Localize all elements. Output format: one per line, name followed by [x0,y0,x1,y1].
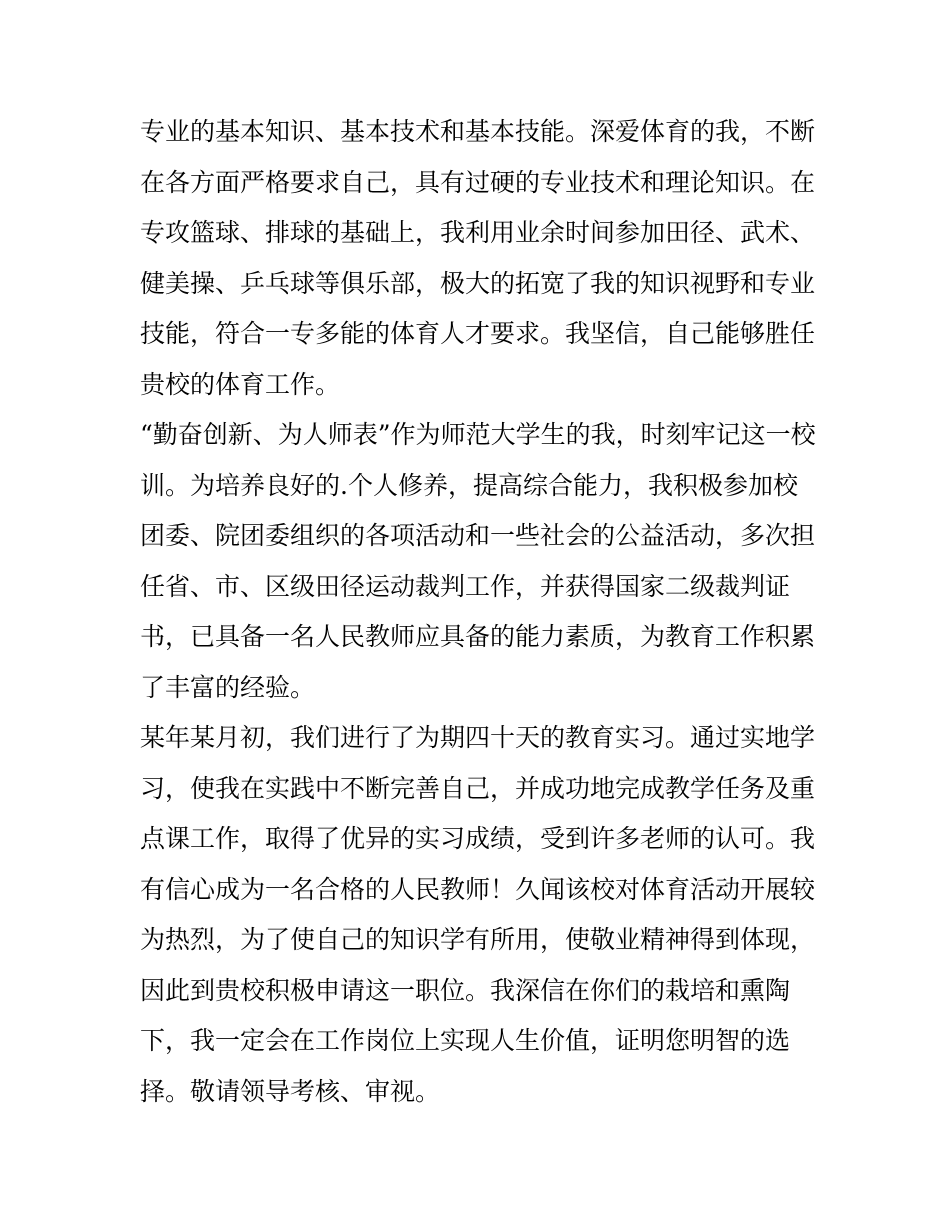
text-line: 下，我一定会在工作岗位上实现人生价值，证明您明智的选 [140,1026,791,1055]
text-line: 某年某月初，我们进行了为期四十天的教育实习。通过实地学 [140,723,816,752]
text-line: 有信心成为一名合格的人民教师！久闻该校对体育活动开展较 [140,874,816,904]
document-body [140,107,820,1117]
text-line: 任省、市、区级田径运动裁判工作，并获得国家二级裁判证 [140,571,791,601]
text-line: 团委、院团委组织的各项活动和一些社会的公益活动，多次担 [140,521,816,550]
text-line: 在各方面严格要求自己，具有过硬的专业技术和理论知识。在 [140,167,816,197]
text-line: 点课工作，取得了优异的实习成绩，受到许多老师的认可。我 [140,824,816,853]
text-line: 专业的基本知识、基本技术和基本技能。深爱体育的我，不断 [140,117,816,146]
text-line: 技能，符合一专多能的体育人才要求。我坚信，自己能够胜任 [140,319,816,348]
text-line: 贵校的体育工作。 [140,369,341,399]
paragraph-internship [140,713,820,1117]
text-line: 习，使我在实践中不断完善自己，并成功地完成教学任务及重 [140,773,816,803]
text-line: 择。敬请领导考核、审视。 [140,1076,441,1106]
text-line: “勤奋创新、为人师表”作为师范大学生的我，时刻牢记这一校 [140,420,816,449]
text-line: 书，已具备一名人民教师应具备的能力素质，为教育工作积累 [140,622,816,651]
text-line: 专攻篮球、排球的基础上，我利用业余时间参加田径、武术、 [140,218,816,247]
text-line: 了丰富的经验。 [140,672,316,702]
text-line: 训。为培养良好的.个人修养，提高综合能力，我积极参加校 [140,470,798,500]
text-line: 因此到贵校积极申请这一职位。我深信在你们的栽培和熏陶 [140,975,791,1005]
paragraph-school-motto [140,410,820,713]
paragraph-professional-skills [140,107,820,410]
text-line: 为热烈，为了使自己的知识学有所用，使敬业精神得到体现， [140,925,816,954]
text-line: 健美操、乒乓球等俱乐部，极大的拓宽了我的知识视野和专业 [140,268,816,298]
